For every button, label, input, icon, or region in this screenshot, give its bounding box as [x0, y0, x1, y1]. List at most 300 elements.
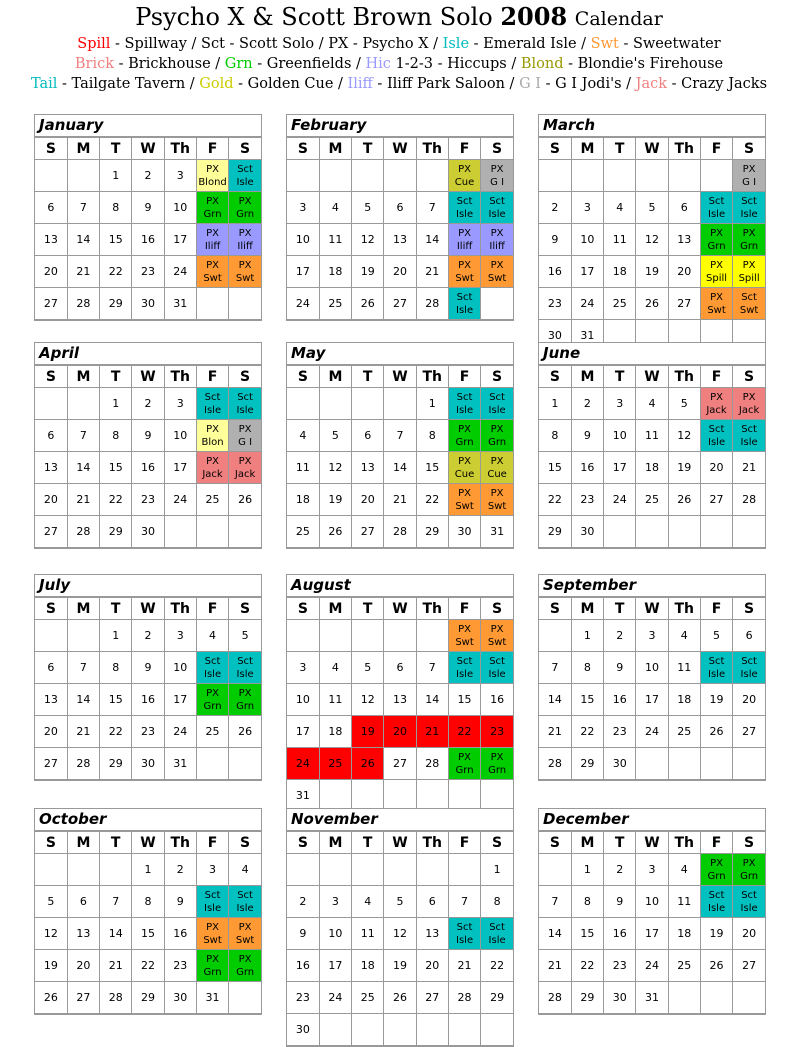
day-cell[interactable] — [229, 452, 261, 484]
day-cell[interactable]: 28 — [384, 516, 416, 548]
day-cell[interactable]: 7 — [416, 652, 448, 684]
day-cell[interactable] — [448, 748, 480, 780]
day-cell[interactable]: 31 — [636, 982, 668, 1014]
day-cell[interactable]: 27 — [416, 982, 448, 1014]
day-cell[interactable]: 4 — [604, 192, 636, 224]
day-cell[interactable] — [448, 620, 480, 652]
day-cell[interactable]: 23 — [539, 288, 571, 320]
day-cell[interactable]: 21 — [67, 716, 99, 748]
day-cell[interactable]: 7 — [67, 652, 99, 684]
day-cell[interactable] — [448, 918, 480, 950]
day-cell[interactable] — [700, 886, 732, 918]
day-cell[interactable]: 4 — [668, 854, 700, 886]
day-cell[interactable]: 15 — [448, 684, 480, 716]
day-cell[interactable] — [700, 256, 732, 288]
day-cell[interactable] — [196, 684, 228, 716]
day-cell[interactable]: 21 — [67, 484, 99, 516]
day-cell[interactable]: 28 — [67, 288, 99, 320]
day-cell[interactable]: 15 — [571, 918, 603, 950]
day-cell[interactable]: 7 — [100, 886, 132, 918]
day-cell[interactable]: 16 — [604, 684, 636, 716]
day-cell[interactable]: 30 — [164, 982, 196, 1014]
day-cell[interactable]: 22 — [481, 950, 513, 982]
day-cell[interactable]: 22 — [100, 484, 132, 516]
day-cell[interactable]: 17 — [604, 452, 636, 484]
day-cell[interactable]: 26 — [668, 484, 700, 516]
day-cell[interactable]: 17 — [287, 716, 319, 748]
day-cell[interactable]: 1 — [416, 388, 448, 420]
day-cell[interactable]: 27 — [35, 288, 67, 320]
day-cell[interactable]: 18 — [352, 950, 384, 982]
day-cell[interactable]: 9 — [571, 420, 603, 452]
day-cell[interactable]: 27 — [733, 950, 765, 982]
day-cell[interactable]: 9 — [604, 886, 636, 918]
day-cell[interactable]: 3 — [319, 886, 351, 918]
day-cell[interactable] — [448, 388, 480, 420]
day-cell[interactable] — [481, 160, 513, 192]
day-cell[interactable]: 4 — [229, 854, 261, 886]
day-cell[interactable]: 11 — [352, 918, 384, 950]
day-cell[interactable]: 4 — [352, 886, 384, 918]
day-cell[interactable]: 30 — [604, 748, 636, 780]
day-cell[interactable]: 11 — [287, 452, 319, 484]
day-cell[interactable]: 28 — [416, 748, 448, 780]
day-cell[interactable]: 29 — [539, 516, 571, 548]
day-cell[interactable]: 5 — [319, 420, 351, 452]
day-cell[interactable]: 20 — [416, 950, 448, 982]
day-cell[interactable]: 7 — [539, 886, 571, 918]
day-cell[interactable] — [448, 192, 480, 224]
day-cell[interactable]: 11 — [319, 684, 351, 716]
day-cell[interactable]: 29 — [571, 982, 603, 1014]
day-cell[interactable] — [448, 652, 480, 684]
day-cell[interactable]: 25 — [319, 288, 351, 320]
day-cell[interactable]: 16 — [539, 256, 571, 288]
day-cell[interactable]: 30 — [448, 516, 480, 548]
day-cell[interactable] — [196, 652, 228, 684]
day-cell[interactable]: 20 — [668, 256, 700, 288]
day-cell[interactable] — [196, 950, 228, 982]
day-cell[interactable] — [448, 256, 480, 288]
day-cell[interactable]: 14 — [539, 684, 571, 716]
day-cell[interactable]: 31 — [287, 780, 319, 812]
day-cell[interactable]: 14 — [100, 918, 132, 950]
day-cell[interactable]: 20 — [384, 256, 416, 288]
day-cell[interactable]: 4 — [196, 620, 228, 652]
day-cell[interactable]: 8 — [416, 420, 448, 452]
day-cell[interactable]: 21 — [539, 950, 571, 982]
day-cell[interactable]: 15 — [539, 452, 571, 484]
day-cell[interactable]: 26 — [229, 716, 261, 748]
day-cell[interactable]: 6 — [67, 886, 99, 918]
day-cell[interactable]: 10 — [164, 652, 196, 684]
day-cell[interactable] — [700, 224, 732, 256]
day-cell[interactable]: 28 — [416, 288, 448, 320]
day-cell[interactable]: 18 — [319, 716, 351, 748]
day-cell[interactable]: 8 — [539, 420, 571, 452]
day-cell[interactable]: 24 — [319, 982, 351, 1014]
day-cell[interactable] — [448, 160, 480, 192]
day-cell[interactable] — [481, 652, 513, 684]
day-cell[interactable]: 7 — [67, 192, 99, 224]
day-cell[interactable]: 8 — [100, 652, 132, 684]
day-cell[interactable]: 13 — [384, 684, 416, 716]
day-cell[interactable]: 18 — [668, 684, 700, 716]
day-cell[interactable] — [229, 256, 261, 288]
day-cell[interactable]: 7 — [67, 420, 99, 452]
day-cell[interactable]: 13 — [384, 224, 416, 256]
day-cell[interactable]: 26 — [700, 716, 732, 748]
day-cell[interactable] — [733, 224, 765, 256]
day-cell[interactable]: 26 — [319, 516, 351, 548]
day-cell[interactable]: 13 — [352, 452, 384, 484]
day-cell[interactable]: 9 — [132, 192, 164, 224]
day-cell[interactable]: 14 — [416, 684, 448, 716]
day-cell[interactable]: 10 — [319, 918, 351, 950]
day-cell[interactable]: 2 — [132, 160, 164, 192]
day-cell[interactable]: 27 — [733, 716, 765, 748]
day-cell[interactable]: 22 — [539, 484, 571, 516]
day-cell[interactable]: 10 — [287, 684, 319, 716]
day-cell[interactable]: 22 — [571, 950, 603, 982]
day-cell[interactable]: 29 — [481, 982, 513, 1014]
day-cell[interactable]: 7 — [384, 420, 416, 452]
day-cell[interactable]: 20 — [352, 484, 384, 516]
day-cell[interactable]: 14 — [384, 452, 416, 484]
day-cell[interactable]: 19 — [319, 484, 351, 516]
day-cell[interactable]: 17 — [571, 256, 603, 288]
day-cell[interactable]: 12 — [35, 918, 67, 950]
day-cell[interactable]: 6 — [668, 192, 700, 224]
day-cell[interactable]: 1 — [539, 388, 571, 420]
day-cell[interactable] — [229, 224, 261, 256]
day-cell[interactable]: 18 — [319, 256, 351, 288]
day-cell[interactable]: 29 — [571, 748, 603, 780]
day-cell[interactable]: 22 — [571, 716, 603, 748]
day-cell[interactable]: 12 — [668, 420, 700, 452]
day-cell[interactable]: 1 — [100, 160, 132, 192]
day-cell[interactable]: 7 — [539, 652, 571, 684]
day-cell[interactable]: 28 — [67, 516, 99, 548]
day-cell[interactable] — [196, 918, 228, 950]
day-cell[interactable] — [733, 160, 765, 192]
day-cell[interactable] — [733, 652, 765, 684]
day-cell[interactable]: 25 — [604, 288, 636, 320]
day-cell[interactable]: 10 — [604, 420, 636, 452]
day-cell[interactable] — [481, 256, 513, 288]
day-cell[interactable]: 28 — [67, 748, 99, 780]
day-cell[interactable]: 13 — [416, 918, 448, 950]
day-cell[interactable] — [481, 620, 513, 652]
day-cell[interactable]: 21 — [416, 256, 448, 288]
day-cell[interactable]: 31 — [164, 748, 196, 780]
day-cell[interactable]: 16 — [132, 452, 164, 484]
day-cell[interactable] — [448, 288, 480, 320]
day-cell[interactable]: 11 — [604, 224, 636, 256]
day-cell[interactable]: 25 — [668, 716, 700, 748]
day-cell[interactable]: 15 — [132, 918, 164, 950]
day-cell[interactable] — [733, 420, 765, 452]
day-cell[interactable]: 28 — [733, 484, 765, 516]
day-cell[interactable]: 21 — [733, 452, 765, 484]
day-cell[interactable]: 1 — [571, 620, 603, 652]
day-cell[interactable]: 26 — [384, 982, 416, 1014]
day-cell[interactable]: 23 — [481, 716, 513, 748]
day-cell[interactable]: 2 — [539, 192, 571, 224]
day-cell[interactable]: 19 — [384, 950, 416, 982]
day-cell[interactable]: 25 — [287, 516, 319, 548]
day-cell[interactable]: 30 — [132, 288, 164, 320]
day-cell[interactable]: 15 — [416, 452, 448, 484]
day-cell[interactable]: 17 — [287, 256, 319, 288]
day-cell[interactable]: 17 — [164, 224, 196, 256]
day-cell[interactable] — [196, 388, 228, 420]
day-cell[interactable]: 11 — [319, 224, 351, 256]
day-cell[interactable]: 4 — [319, 652, 351, 684]
day-cell[interactable]: 25 — [636, 484, 668, 516]
day-cell[interactable] — [229, 684, 261, 716]
day-cell[interactable]: 2 — [571, 388, 603, 420]
day-cell[interactable]: 5 — [352, 192, 384, 224]
day-cell[interactable] — [448, 420, 480, 452]
day-cell[interactable]: 9 — [132, 420, 164, 452]
day-cell[interactable] — [733, 192, 765, 224]
day-cell[interactable]: 23 — [132, 484, 164, 516]
day-cell[interactable]: 29 — [416, 516, 448, 548]
day-cell[interactable] — [481, 192, 513, 224]
day-cell[interactable]: 8 — [571, 886, 603, 918]
day-cell[interactable]: 24 — [604, 484, 636, 516]
day-cell[interactable]: 10 — [636, 652, 668, 684]
day-cell[interactable] — [733, 886, 765, 918]
day-cell[interactable]: 11 — [668, 886, 700, 918]
day-cell[interactable]: 8 — [571, 652, 603, 684]
day-cell[interactable]: 9 — [604, 652, 636, 684]
day-cell[interactable]: 25 — [352, 982, 384, 1014]
day-cell[interactable]: 20 — [67, 950, 99, 982]
day-cell[interactable]: 25 — [196, 484, 228, 516]
day-cell[interactable]: 16 — [481, 684, 513, 716]
day-cell[interactable]: 16 — [132, 224, 164, 256]
day-cell[interactable]: 18 — [636, 452, 668, 484]
day-cell[interactable]: 16 — [287, 950, 319, 982]
day-cell[interactable]: 24 — [287, 288, 319, 320]
day-cell[interactable]: 5 — [352, 652, 384, 684]
day-cell[interactable]: 3 — [604, 388, 636, 420]
day-cell[interactable] — [196, 192, 228, 224]
day-cell[interactable]: 15 — [100, 452, 132, 484]
day-cell[interactable]: 30 — [132, 516, 164, 548]
day-cell[interactable]: 26 — [636, 288, 668, 320]
day-cell[interactable]: 13 — [35, 684, 67, 716]
day-cell[interactable]: 31 — [164, 288, 196, 320]
day-cell[interactable]: 3 — [196, 854, 228, 886]
day-cell[interactable]: 22 — [416, 484, 448, 516]
day-cell[interactable]: 5 — [636, 192, 668, 224]
day-cell[interactable]: 24 — [287, 748, 319, 780]
day-cell[interactable]: 20 — [384, 716, 416, 748]
day-cell[interactable]: 8 — [100, 192, 132, 224]
day-cell[interactable]: 20 — [35, 484, 67, 516]
day-cell[interactable]: 22 — [100, 256, 132, 288]
day-cell[interactable] — [700, 388, 732, 420]
day-cell[interactable]: 3 — [287, 652, 319, 684]
day-cell[interactable]: 2 — [132, 388, 164, 420]
day-cell[interactable]: 20 — [35, 256, 67, 288]
day-cell[interactable]: 6 — [384, 192, 416, 224]
day-cell[interactable]: 30 — [604, 982, 636, 1014]
day-cell[interactable] — [229, 886, 261, 918]
day-cell[interactable]: 21 — [384, 484, 416, 516]
day-cell[interactable]: 12 — [636, 224, 668, 256]
day-cell[interactable]: 3 — [164, 620, 196, 652]
day-cell[interactable]: 19 — [352, 716, 384, 748]
day-cell[interactable] — [700, 420, 732, 452]
day-cell[interactable]: 6 — [416, 886, 448, 918]
day-cell[interactable] — [196, 886, 228, 918]
day-cell[interactable]: 28 — [539, 748, 571, 780]
day-cell[interactable]: 16 — [604, 918, 636, 950]
day-cell[interactable]: 9 — [287, 918, 319, 950]
day-cell[interactable]: 5 — [700, 620, 732, 652]
day-cell[interactable]: 14 — [67, 224, 99, 256]
day-cell[interactable]: 10 — [287, 224, 319, 256]
day-cell[interactable]: 23 — [604, 950, 636, 982]
day-cell[interactable]: 27 — [700, 484, 732, 516]
day-cell[interactable]: 27 — [67, 982, 99, 1014]
day-cell[interactable]: 19 — [668, 452, 700, 484]
day-cell[interactable]: 13 — [67, 918, 99, 950]
day-cell[interactable]: 3 — [164, 160, 196, 192]
day-cell[interactable]: 31 — [196, 982, 228, 1014]
day-cell[interactable]: 4 — [319, 192, 351, 224]
day-cell[interactable]: 26 — [352, 288, 384, 320]
day-cell[interactable]: 25 — [196, 716, 228, 748]
day-cell[interactable] — [229, 160, 261, 192]
day-cell[interactable] — [229, 388, 261, 420]
day-cell[interactable]: 26 — [700, 950, 732, 982]
day-cell[interactable] — [733, 854, 765, 886]
day-cell[interactable]: 1 — [100, 388, 132, 420]
day-cell[interactable]: 24 — [571, 288, 603, 320]
day-cell[interactable]: 6 — [384, 652, 416, 684]
day-cell[interactable] — [229, 918, 261, 950]
day-cell[interactable]: 17 — [319, 950, 351, 982]
day-cell[interactable]: 6 — [35, 192, 67, 224]
day-cell[interactable]: 27 — [35, 516, 67, 548]
day-cell[interactable]: 14 — [539, 918, 571, 950]
day-cell[interactable] — [700, 652, 732, 684]
day-cell[interactable] — [229, 192, 261, 224]
day-cell[interactable]: 2 — [287, 886, 319, 918]
day-cell[interactable]: 12 — [352, 684, 384, 716]
day-cell[interactable]: 23 — [287, 982, 319, 1014]
day-cell[interactable]: 26 — [35, 982, 67, 1014]
day-cell[interactable] — [481, 388, 513, 420]
day-cell[interactable]: 12 — [352, 224, 384, 256]
day-cell[interactable]: 20 — [733, 918, 765, 950]
day-cell[interactable]: 6 — [733, 620, 765, 652]
day-cell[interactable] — [481, 748, 513, 780]
day-cell[interactable]: 21 — [448, 950, 480, 982]
day-cell[interactable]: 19 — [352, 256, 384, 288]
day-cell[interactable]: 10 — [164, 420, 196, 452]
day-cell[interactable]: 28 — [448, 982, 480, 1014]
day-cell[interactable]: 6 — [352, 420, 384, 452]
day-cell[interactable]: 21 — [100, 950, 132, 982]
day-cell[interactable] — [448, 224, 480, 256]
day-cell[interactable]: 16 — [571, 452, 603, 484]
day-cell[interactable]: 5 — [35, 886, 67, 918]
day-cell[interactable]: 10 — [164, 192, 196, 224]
day-cell[interactable]: 27 — [668, 288, 700, 320]
day-cell[interactable]: 4 — [287, 420, 319, 452]
day-cell[interactable]: 28 — [100, 982, 132, 1014]
day-cell[interactable]: 11 — [668, 652, 700, 684]
day-cell[interactable] — [733, 388, 765, 420]
day-cell[interactable]: 10 — [636, 886, 668, 918]
day-cell[interactable]: 5 — [229, 620, 261, 652]
day-cell[interactable]: 1 — [132, 854, 164, 886]
day-cell[interactable]: 19 — [35, 950, 67, 982]
day-cell[interactable]: 20 — [733, 684, 765, 716]
day-cell[interactable]: 15 — [100, 224, 132, 256]
day-cell[interactable] — [229, 420, 261, 452]
day-cell[interactable]: 21 — [539, 716, 571, 748]
day-cell[interactable]: 31 — [481, 516, 513, 548]
day-cell[interactable]: 4 — [668, 620, 700, 652]
day-cell[interactable] — [700, 192, 732, 224]
day-cell[interactable]: 30 — [571, 516, 603, 548]
day-cell[interactable]: 2 — [604, 854, 636, 886]
day-cell[interactable]: 23 — [132, 256, 164, 288]
day-cell[interactable]: 24 — [164, 716, 196, 748]
day-cell[interactable]: 4 — [636, 388, 668, 420]
day-cell[interactable]: 1 — [571, 854, 603, 886]
day-cell[interactable]: 16 — [132, 684, 164, 716]
day-cell[interactable]: 27 — [384, 288, 416, 320]
day-cell[interactable]: 30 — [539, 320, 571, 352]
day-cell[interactable] — [481, 484, 513, 516]
day-cell[interactable] — [229, 950, 261, 982]
day-cell[interactable]: 17 — [164, 684, 196, 716]
day-cell[interactable]: 20 — [35, 716, 67, 748]
day-cell[interactable]: 20 — [700, 452, 732, 484]
day-cell[interactable] — [448, 484, 480, 516]
day-cell[interactable] — [196, 224, 228, 256]
day-cell[interactable] — [196, 256, 228, 288]
day-cell[interactable] — [700, 288, 732, 320]
day-cell[interactable]: 8 — [481, 886, 513, 918]
day-cell[interactable]: 17 — [164, 452, 196, 484]
day-cell[interactable] — [481, 420, 513, 452]
day-cell[interactable]: 21 — [67, 256, 99, 288]
day-cell[interactable]: 18 — [287, 484, 319, 516]
day-cell[interactable]: 29 — [100, 748, 132, 780]
day-cell[interactable]: 13 — [668, 224, 700, 256]
day-cell[interactable]: 5 — [384, 886, 416, 918]
day-cell[interactable]: 23 — [571, 484, 603, 516]
day-cell[interactable]: 14 — [67, 684, 99, 716]
day-cell[interactable]: 30 — [287, 1014, 319, 1046]
day-cell[interactable]: 24 — [164, 484, 196, 516]
day-cell[interactable]: 3 — [636, 854, 668, 886]
day-cell[interactable]: 17 — [636, 918, 668, 950]
day-cell[interactable]: 8 — [100, 420, 132, 452]
day-cell[interactable]: 26 — [352, 748, 384, 780]
day-cell[interactable]: 14 — [67, 452, 99, 484]
day-cell[interactable]: 22 — [132, 950, 164, 982]
